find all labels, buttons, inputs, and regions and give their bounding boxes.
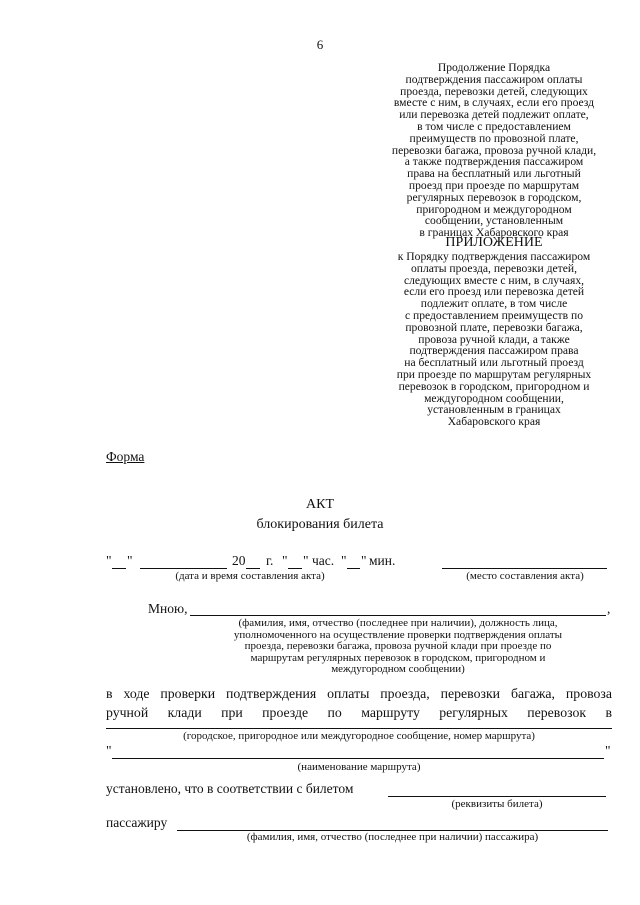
continuation-header-line: преимуществ по провозной плате, [409, 131, 579, 145]
min-quote-open: " [341, 553, 347, 568]
route-name-quote-close: " [605, 743, 611, 758]
appendix-line: междугородном сообщении, [424, 391, 564, 405]
inspector-caption-line: проезда, перевозки багажа, провоза ручной клади при проезде по [244, 640, 552, 652]
appendix-line: подлежит оплате, в том числе [420, 297, 568, 311]
inspector-field[interactable] [190, 615, 606, 616]
hour-quote-close: " [303, 553, 309, 568]
appendix-line: на бесплатный или льготный проезд [404, 356, 584, 370]
month-field[interactable] [140, 568, 227, 569]
minute-field[interactable] [347, 568, 360, 569]
continuation-header-line: вместе с ним, в случаях, если его проезд [393, 96, 595, 110]
inspector-caption [190, 618, 606, 676]
min-quote-close: " [361, 553, 367, 568]
paragraph-line-1: в ходе проверки подтверждения оплаты проезда, перевозки багажа, провоза [106, 686, 612, 701]
minute-label: мин. [369, 553, 396, 568]
appendix-line: подтверждения пассажиром права [409, 344, 579, 358]
route-type-field[interactable] [106, 728, 612, 729]
appendix-line: следующих вместе с ним, в случаях, [403, 273, 585, 287]
day-field[interactable] [112, 568, 126, 569]
continuation-header-line: Продолжение Порядка [437, 61, 551, 74]
appendix-line: к Порядку подтверждения пассажиром [397, 250, 591, 263]
continuation-header-line: а также подтверждения пассажиром [404, 155, 584, 169]
by-me-comma: , [607, 601, 611, 616]
page-number: 6 [316, 37, 324, 52]
hour-label: час. [312, 553, 335, 568]
appendix-line: с предоставлением преимуществ по [405, 308, 583, 322]
inspector-caption-line: уполномоченного на осуществление проверки подтверждения оплаты [233, 628, 563, 641]
continuation-header-line: пригородном и междугородном [416, 202, 572, 216]
ticket-caption: (реквизиты билета) [451, 798, 543, 810]
by-me-label: Мною, [148, 601, 188, 616]
appendix-title: ПРИЛОЖЕНИЕ [445, 235, 543, 250]
appendix-line: провоза ручной клади, а также [418, 332, 570, 346]
appendix-line: перевозок в городском, пригородном и [398, 379, 590, 393]
continuation-header-line: или перевозка детей подлежит оплате, [399, 108, 589, 122]
date-quote-open: " [106, 553, 112, 568]
continuation-header-line: в границах Хабаровского края [419, 226, 569, 240]
continuation-header-line: регулярных перевозок в городском, [406, 190, 582, 204]
route-name-caption: (наименование маршрута) [297, 761, 421, 773]
appendix-line: оплаты проезда, перевозки детей, [411, 261, 577, 275]
ticket-label: установлено, что в соответствии с билетом [106, 781, 354, 796]
form-label: Форма [106, 449, 145, 464]
appendix-line: при проезде по маршрутам регулярных [396, 367, 592, 381]
continuation-header-line: права на бесплатный или льготный [407, 167, 581, 181]
appendix-line: если его проезд или перевозка детей [403, 285, 585, 299]
year-suffix: г. [266, 553, 274, 568]
passenger-caption: (фамилия, имя, отчество (последнее при наличии) пассажира) [246, 831, 539, 843]
date-quote-close: " [127, 553, 133, 568]
continuation-header-line: проезд при проезде по маршрутам [408, 178, 580, 192]
appendix-line: Хабаровского края [447, 415, 541, 429]
inspector-caption-line: маршрутам регулярных перевозок в городском, пригородном и [250, 651, 546, 664]
ticket-field[interactable] [388, 796, 606, 797]
continuation-header [378, 62, 610, 239]
paragraph-line-2: ручной клади при проезде по маршруту регулярных перевозок в [106, 705, 612, 720]
date-caption: (дата и время составления акта) [175, 570, 325, 582]
year-prefix: 20 [232, 553, 246, 568]
hour-field[interactable] [288, 568, 302, 569]
appendix-line: установленным в границах [427, 403, 561, 417]
continuation-header-line: в том числе с предоставлением [417, 119, 571, 133]
act-title: АКТ [306, 497, 334, 512]
place-field[interactable] [442, 568, 607, 569]
route-name-quote-open: " [106, 743, 112, 758]
appendix-line: провозной плате, перевозки багажа, [405, 320, 583, 334]
act-subtitle: блокирования билета [256, 517, 384, 532]
hour-quote-open: " [282, 553, 288, 568]
place-caption: (место составления акта) [466, 570, 584, 582]
route-type-caption: (городское, пригородное или междугородное сообщение, номер маршрута) [183, 730, 535, 742]
year-field[interactable] [246, 568, 260, 569]
continuation-header-line: проезда, перевозки детей, следующих [400, 84, 588, 98]
inspector-caption-line: (фамилия, имя, отчество (последнее при наличии), должность лица, [238, 617, 558, 629]
passenger-label: пассажиру [106, 815, 168, 830]
route-name-field[interactable] [112, 758, 604, 759]
continuation-header-line: подтверждения пассажиром оплаты [405, 72, 583, 86]
appendix-body [378, 251, 610, 428]
continuation-header-line: сообщении, установленным [424, 214, 564, 228]
inspector-caption-line: междугородном сообщении) [331, 663, 465, 675]
inspection-paragraph [106, 684, 612, 722]
continuation-header-line: перевозки багажа, провоза ручной клади, [391, 143, 597, 157]
